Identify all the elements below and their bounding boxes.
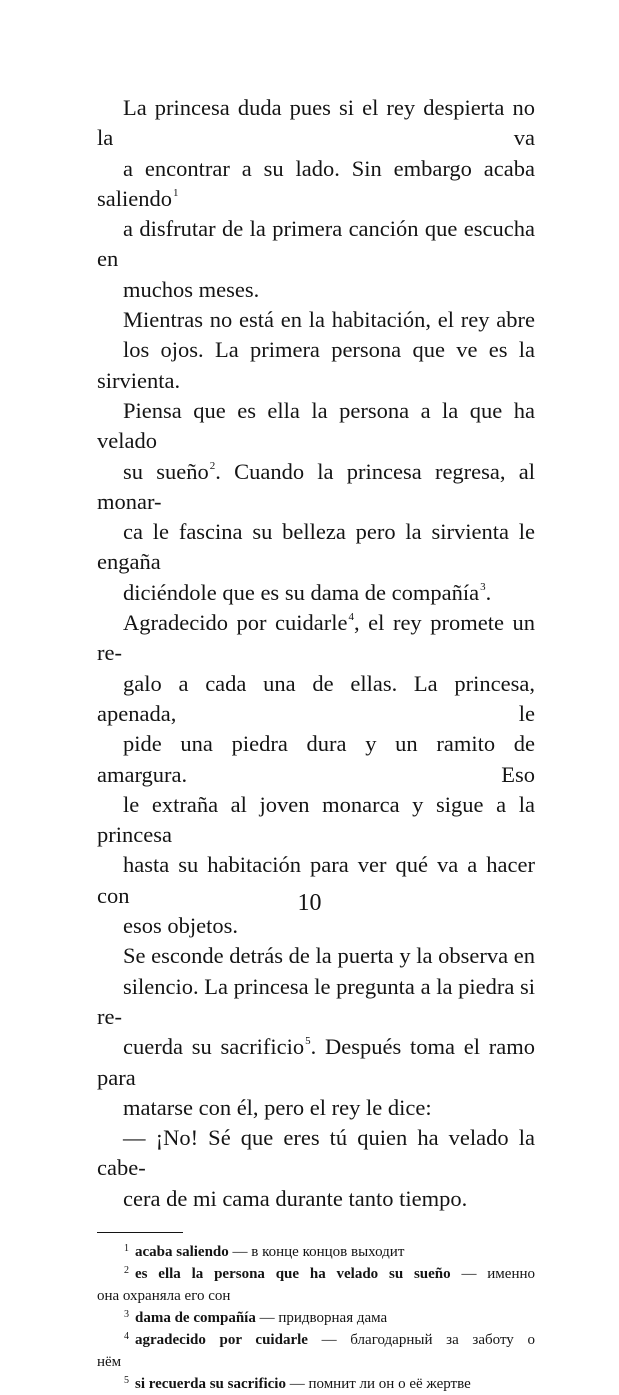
text-line: — ¡No! Sé que eres tú quien ha velado la cabe-: [97, 1125, 535, 1181]
paragraph-5-dialogue: [97, 1123, 535, 1214]
text-line: a disfrutar de la primera canción que escucha en: [97, 216, 535, 272]
text-line: ca le fascina su belleza pero la sirvienta le engaña: [97, 519, 535, 575]
page-content: [97, 93, 535, 1395]
footnote-translation: нём: [97, 1353, 122, 1370]
paragraph-4: [97, 941, 535, 1123]
footnote-number: 4: [124, 1330, 129, 1342]
footnote-translation: в конце концов выходит: [251, 1243, 405, 1260]
footnote-translation: помнит ли он о её жертве: [308, 1375, 471, 1392]
footnote-number: 1: [124, 1242, 129, 1254]
footnote-translation: именно: [487, 1265, 535, 1282]
text-line: los ojos. La primera persona que ve es la sirvienta.: [97, 337, 535, 393]
paragraph-1: [97, 93, 535, 305]
text-line: esos objetos.: [123, 913, 238, 939]
footnote-term: dama de compañía: [135, 1309, 256, 1326]
footnote-term: si recuerda su sacrificio: [135, 1375, 286, 1392]
text-line: galo a cada una de ellas. La princesa, apenada, le: [97, 670, 535, 726]
footnote-number: 3: [124, 1308, 129, 1320]
text-line: Se esconde detrás de la puerta y la observa en: [123, 943, 535, 969]
text-line: diciéndole que es su dama de compañía$^3$.: [123, 579, 492, 605]
text-line: Piensa que es ella la persona a la que ha velado: [97, 397, 535, 454]
text-line: matarse con él, pero el rey le dice:: [123, 1094, 432, 1120]
text-line: hasta su habitación para ver qué va a hacer con: [97, 852, 535, 908]
text-line: a encontrar a su lado. Sin embargo acaba saliendo$^1$: [97, 155, 535, 211]
footnote-3: $^3$ dama de compañía — придворная дама: [124, 1308, 388, 1326]
footnote-translation: она охраняла его сон: [97, 1287, 231, 1304]
text-line: cera de mi cama durante tanto tiempo.: [123, 1185, 468, 1211]
text-line: muchos meses.: [123, 276, 260, 302]
footnote-term: agradecido por cuidarle: [135, 1331, 308, 1348]
footnote-number: 2: [124, 1264, 129, 1276]
footnotes: [97, 1241, 535, 1395]
main-text: [97, 93, 535, 1214]
footnote-4: $^4$ agradecido por cuidarle — благодарный за заботу о нём: [97, 1329, 535, 1373]
footnote-number: 5: [124, 1374, 129, 1386]
text-line: Agradecido por cuidarle$^4$, el rey promete un re-: [97, 610, 535, 666]
text-line: le extraña al joven monarca y sigue a la princesa: [97, 791, 535, 848]
footnote-ref-2[interactable]: 2: [209, 459, 216, 472]
footnote-term: acaba saliendo: [135, 1243, 229, 1260]
text-line: silencio. La princesa le pregunta a la piedra si re-: [97, 973, 535, 1029]
footnote-ref-5[interactable]: 5: [305, 1035, 311, 1048]
footnote-5: $^5$ si recuerda su sacrificio — помнит ли он о её жертве: [124, 1374, 471, 1392]
footnote-2: $^2$ es ella la persona que ha velado su sueño — именно она охраняла его сон: [97, 1263, 535, 1307]
text-line: su sueño$^2$. Cuando la princesa regresa, al monar-: [97, 458, 535, 514]
footnote-ref-1[interactable]: 1: [172, 186, 179, 199]
text-line: cuerda su sacrificio$^5$. Después toma el ramo para: [97, 1034, 535, 1090]
footnote-1: $^1$ acaba saliendo — в конце концов выходит: [124, 1242, 405, 1260]
page-number: 10: [297, 890, 322, 916]
footnote-divider: [97, 1232, 183, 1233]
text-line: pide una piedra dura y un ramito de amargura. Eso: [97, 731, 535, 787]
footnote-ref-3[interactable]: 3: [480, 580, 486, 593]
footnote-term: es ella la persona que ha velado su sueño: [135, 1265, 451, 1282]
footnote-translation: придворная дама: [278, 1309, 388, 1326]
text-line: Mientras no está en la habitación, el rey abre: [123, 307, 535, 333]
footnote-translation: благодарный за заботу о: [350, 1331, 535, 1348]
text-line: La princesa duda pues si el rey despierta no la va: [97, 95, 535, 151]
paragraph-2: [97, 305, 535, 608]
footnote-ref-4[interactable]: 4: [348, 611, 354, 624]
